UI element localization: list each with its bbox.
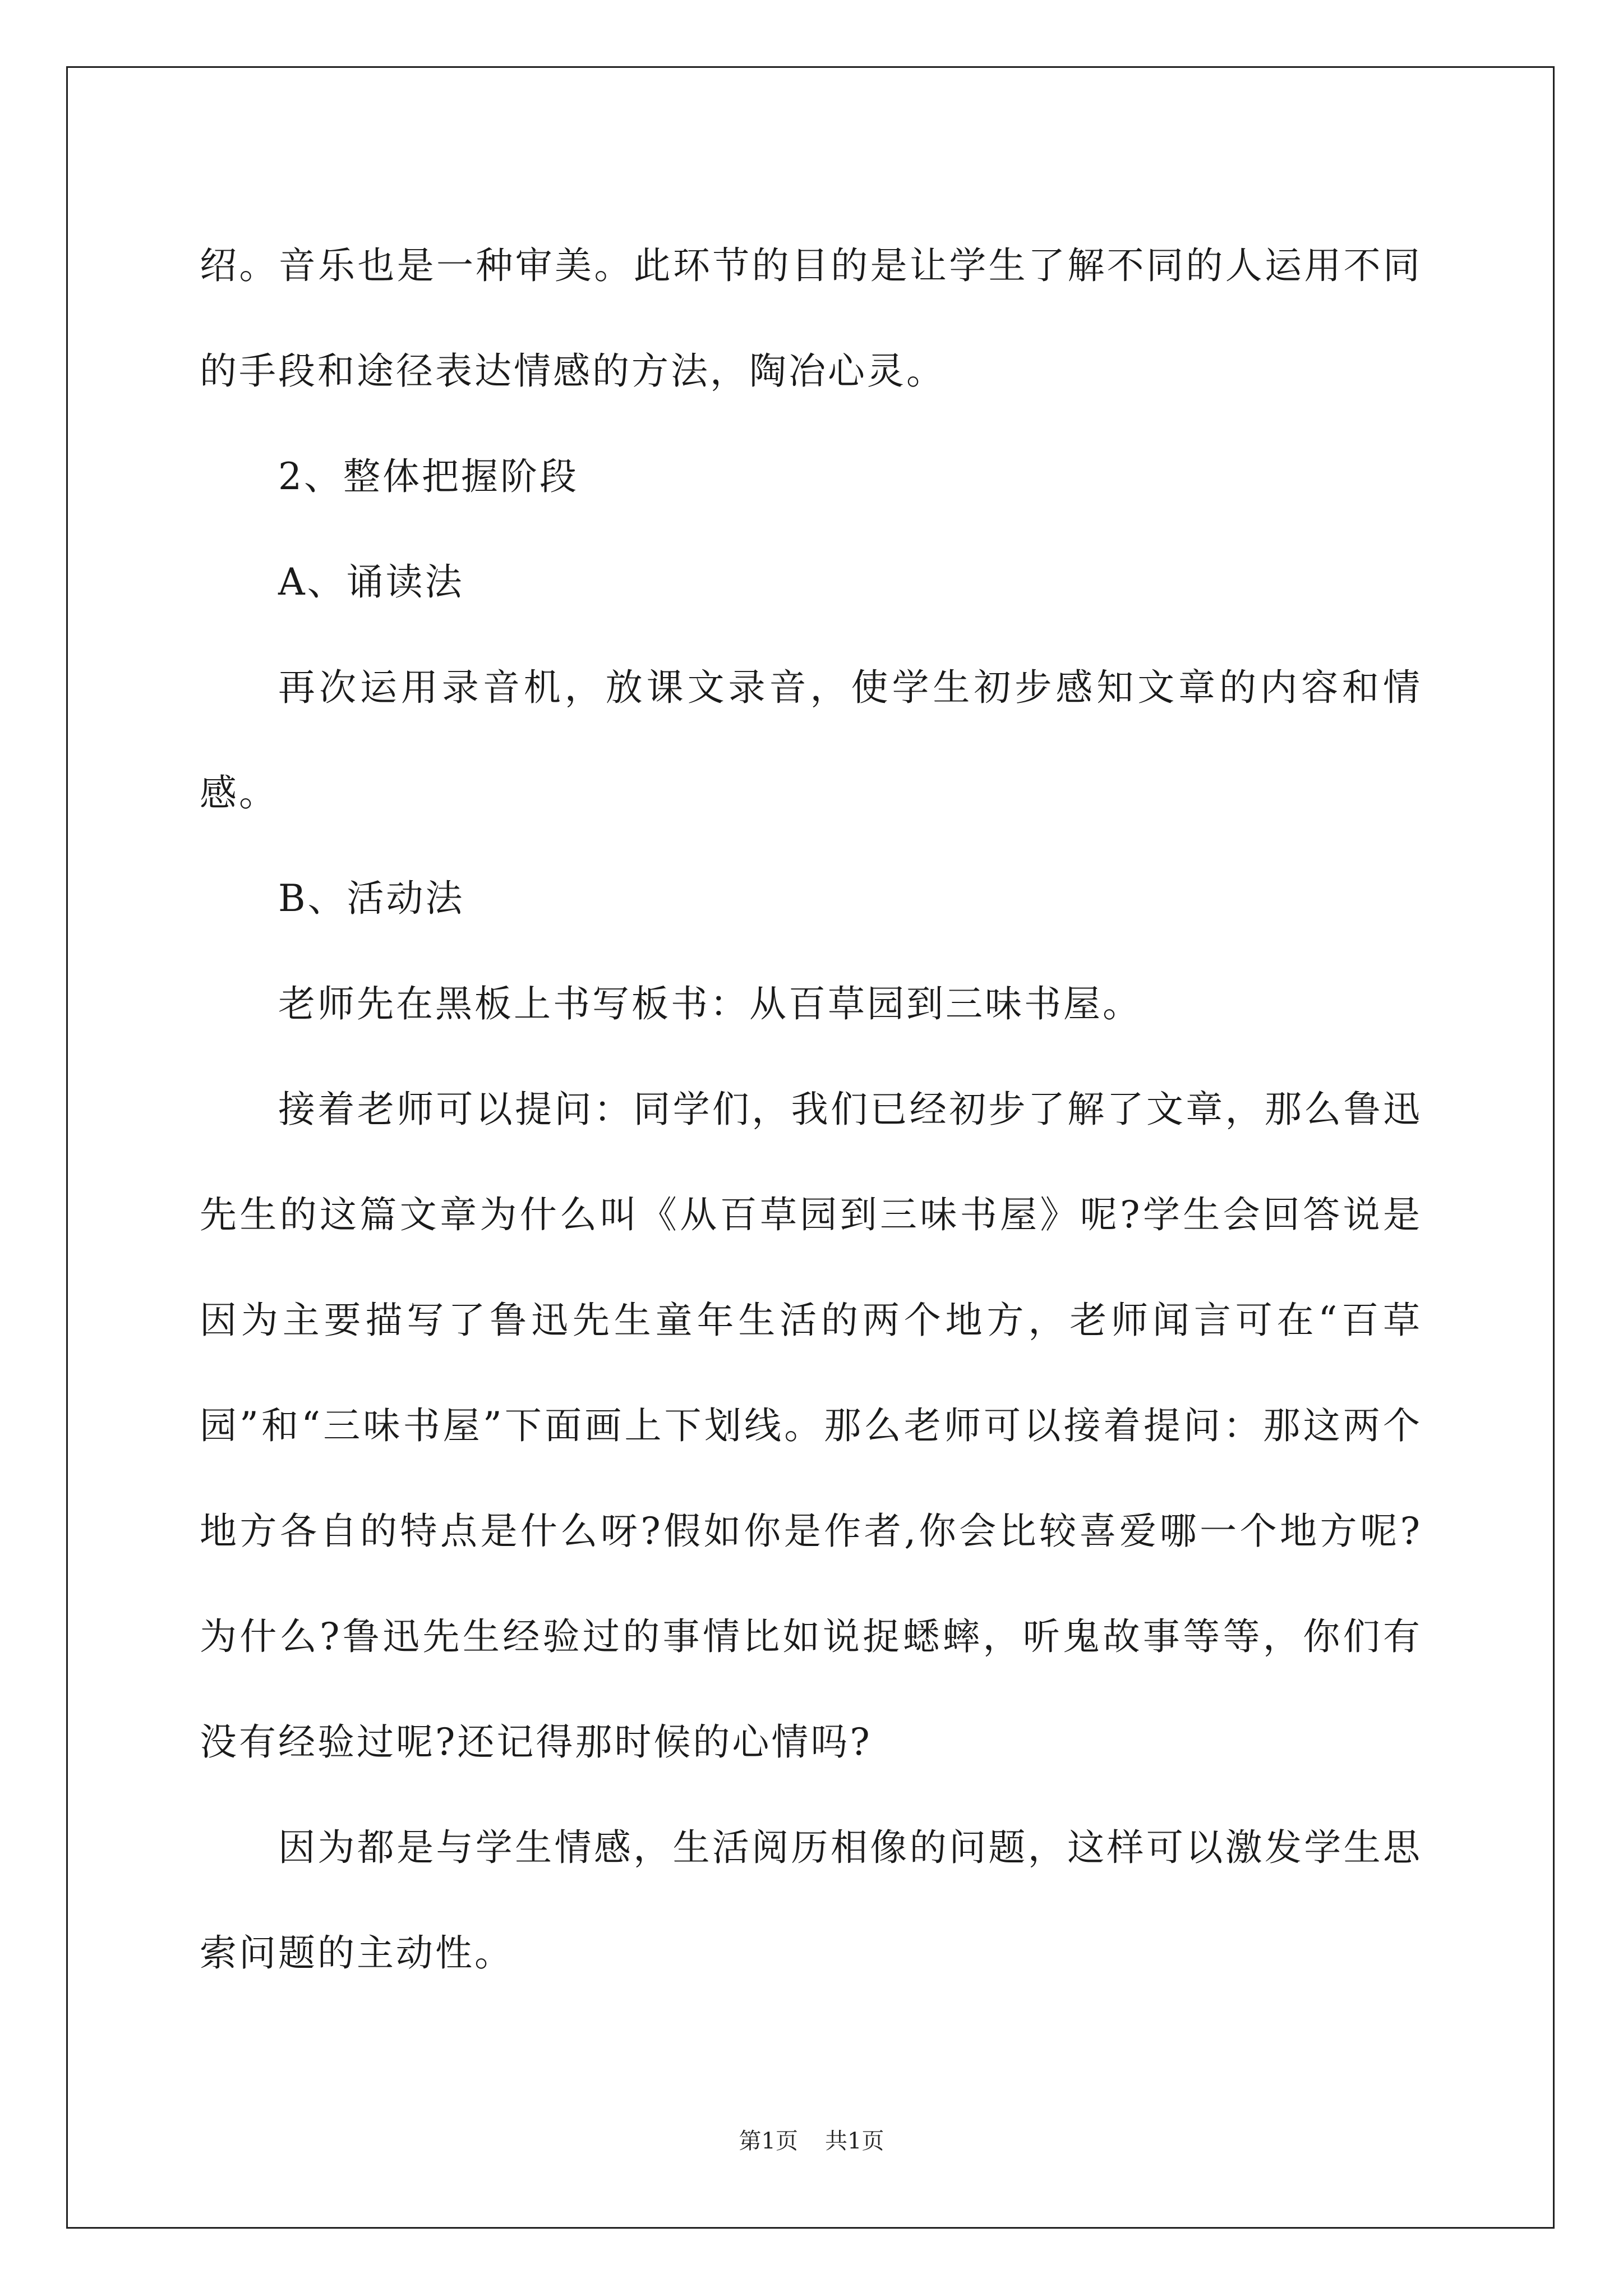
paragraph: 绍。音乐也是一种审美。此环节的目的是让学生了解不同的人运用不同的手段和途径表达情感的方法，陶冶心灵。	[200, 244, 1422, 393]
subsection-heading: B、活动法	[278, 877, 465, 920]
section-heading: 2、整体把握阶段	[278, 455, 579, 498]
paragraph: 因为都是与学生情感，生活阅历相像的问题，这样可以激发学生思索问题的主动性。	[200, 1826, 1422, 1975]
page-number: 第1页	[739, 2128, 798, 2154]
page-total: 共1页	[825, 2128, 884, 2154]
document-body	[200, 213, 1422, 2006]
paragraph: 再次运用录音机，放课文录音，使学生初步感知文章的内容和情感。	[200, 666, 1422, 815]
subsection-heading: A、诵读法	[278, 560, 464, 604]
paragraph: 接着老师可以提问：同学们，我们已经初步了解了文章，那么鲁迅先生的这篇文章为什么叫《从百草园到三味书屋》呢?学生会回答说是因为主要描写了鲁迅先生童年生活的两个地方，老师闻言可在“百草园”和“三味书屋”下面画上下划线。那么老师可以接着提问：那这两个地方各自的特点是什么呀?假如你是作者,你会比较喜爱哪一个地方呢?为什么?鲁迅先生经验过的事情比如说捉蟋蟀，听鬼故事等等，你们有没有经验过呢?还记得那时候的心情吗?	[200, 1088, 1422, 1764]
page-footer	[0, 2127, 1623, 2155]
paragraph: 老师先在黑板上书写板书：从百草园到三味书屋。	[278, 982, 1142, 1025]
